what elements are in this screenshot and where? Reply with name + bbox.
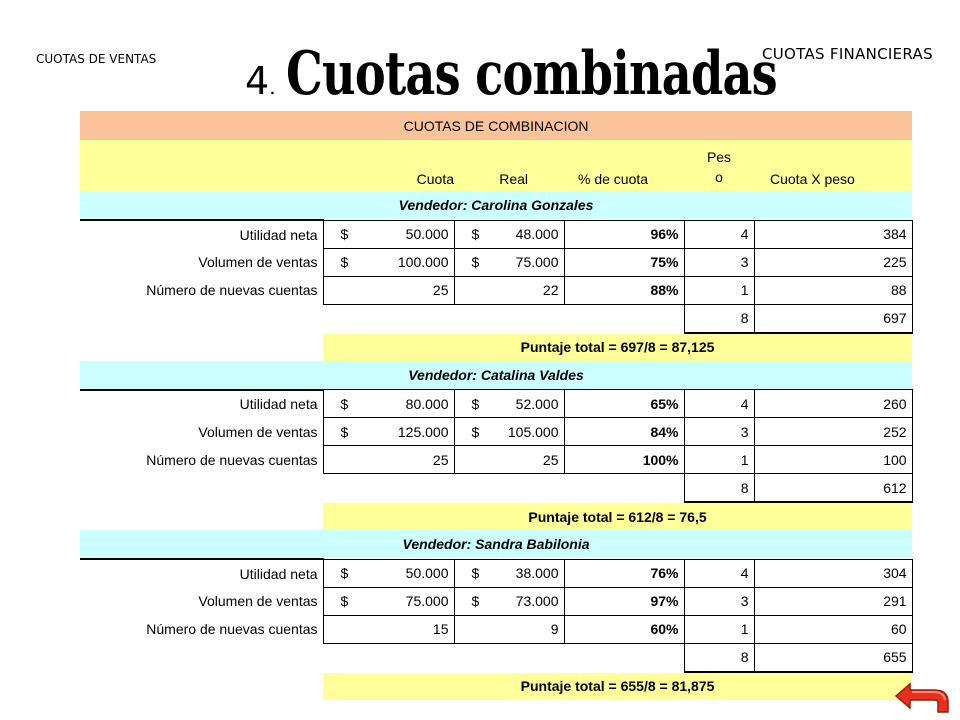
seller-row bbox=[80, 361, 912, 390]
metric-label: Número de nuevas cuentas bbox=[146, 621, 318, 637]
table-row bbox=[80, 587, 912, 615]
cuota-value bbox=[323, 418, 454, 446]
cuota-x-peso-value: 225 bbox=[754, 248, 912, 276]
table-row bbox=[80, 559, 912, 587]
cuota-amount: 80.000 bbox=[405, 395, 449, 412]
score-text: Puntaje total = 612/8 = 76,5 bbox=[323, 502, 912, 530]
cuota-value: 25 bbox=[323, 276, 454, 304]
pct-value: 100% bbox=[564, 446, 684, 474]
pct-value: 97% bbox=[564, 587, 684, 615]
score-row bbox=[80, 672, 912, 700]
currency-symbol: $ bbox=[340, 593, 349, 609]
real-value bbox=[454, 587, 564, 615]
score-spacer bbox=[80, 672, 323, 700]
header-peso bbox=[684, 140, 754, 191]
pct-value: 60% bbox=[564, 615, 684, 643]
cuota-value: 25 bbox=[323, 446, 454, 474]
peso-value: 3 bbox=[684, 248, 754, 276]
currency-symbol: $ bbox=[340, 254, 349, 270]
table-row bbox=[80, 220, 912, 248]
header-cuota-x-peso: Cuota X peso bbox=[754, 140, 912, 191]
totals-spacer bbox=[80, 643, 684, 672]
total-peso: 8 bbox=[684, 474, 754, 503]
cuota-value bbox=[323, 587, 454, 615]
currency-symbol: $ bbox=[340, 226, 349, 242]
metric-label: Número de nuevas cuentas bbox=[146, 282, 318, 298]
metric-label: Número de nuevas cuentas bbox=[146, 451, 318, 468]
return-arrow-icon[interactable] bbox=[888, 676, 954, 718]
real-amount: 38.000 bbox=[515, 565, 559, 581]
currency-symbol: $ bbox=[471, 226, 480, 242]
totals-spacer bbox=[80, 304, 684, 333]
currency-symbol: $ bbox=[340, 395, 349, 412]
currency-symbol: $ bbox=[340, 423, 349, 440]
header-pct: % de cuota bbox=[564, 140, 684, 191]
real-amount: 48.000 bbox=[515, 226, 559, 242]
metric-label: Volumen de ventas bbox=[198, 423, 318, 440]
cuota-x-peso-value: 88 bbox=[754, 276, 912, 304]
pct-value: 76% bbox=[564, 559, 684, 587]
real-value bbox=[454, 220, 564, 248]
metric-label: Utilidad neta bbox=[80, 220, 323, 248]
real-amount: 73.000 bbox=[515, 593, 559, 609]
real-value: 9 bbox=[454, 615, 564, 643]
metric-label: Volumen de ventas bbox=[198, 254, 318, 270]
cuota-amount: 50.000 bbox=[405, 565, 449, 581]
peso-value: 1 bbox=[684, 276, 754, 304]
real-value: 25 bbox=[454, 446, 564, 474]
currency-symbol: $ bbox=[471, 423, 480, 440]
currency-symbol: $ bbox=[471, 254, 480, 270]
page-title bbox=[245, 39, 923, 109]
cuota-x-peso-value: 260 bbox=[754, 390, 912, 418]
cuota-value: 15 bbox=[323, 615, 454, 643]
header-cuota: Cuota bbox=[323, 140, 454, 191]
real-amount: 52.000 bbox=[515, 395, 559, 412]
header-peso-line2: o bbox=[715, 169, 723, 185]
peso-value: 1 bbox=[684, 446, 754, 474]
cuota-x-peso-value: 60 bbox=[754, 615, 912, 643]
currency-symbol: $ bbox=[471, 395, 480, 412]
cuota-amount: 50.000 bbox=[405, 226, 449, 242]
cuota-amount: 100.000 bbox=[397, 254, 449, 270]
table-row bbox=[80, 418, 912, 446]
cuota-amount: 125.000 bbox=[397, 423, 449, 440]
real-value bbox=[454, 418, 564, 446]
seller-row bbox=[80, 191, 912, 220]
real-value bbox=[454, 248, 564, 276]
totals-row bbox=[80, 304, 912, 333]
real-amount: 75.000 bbox=[515, 254, 559, 270]
cuota-x-peso-value: 291 bbox=[754, 587, 912, 615]
cuota-x-peso-value: 252 bbox=[754, 418, 912, 446]
seller-row bbox=[80, 530, 912, 559]
real-value: 22 bbox=[454, 276, 564, 304]
peso-value: 4 bbox=[684, 559, 754, 587]
title-number: 4 bbox=[245, 59, 270, 103]
pct-value: 75% bbox=[564, 248, 684, 276]
cuota-value bbox=[323, 248, 454, 276]
score-text: Puntaje total = 697/8 = 87,125 bbox=[323, 333, 912, 361]
pct-value: 88% bbox=[564, 276, 684, 304]
seller-name: Vendedor: Catalina Valdes bbox=[80, 361, 912, 390]
score-row bbox=[80, 333, 912, 361]
table-band bbox=[80, 111, 912, 140]
peso-value: 1 bbox=[684, 615, 754, 643]
total-cuota-x-peso: 612 bbox=[754, 474, 912, 503]
seller-name: Vendedor: Sandra Babilonia bbox=[80, 530, 912, 559]
cuota-x-peso-value: 384 bbox=[754, 220, 912, 248]
totals-row bbox=[80, 474, 912, 503]
nav-link-cuotas-ventas[interactable]: CUOTAS DE VENTAS bbox=[36, 52, 157, 66]
cuota-x-peso-value: 304 bbox=[754, 559, 912, 587]
real-value bbox=[454, 559, 564, 587]
score-spacer bbox=[80, 502, 323, 530]
table-header-row bbox=[80, 140, 912, 191]
table-row bbox=[80, 390, 912, 418]
cuota-x-peso-value: 100 bbox=[754, 446, 912, 474]
peso-value: 4 bbox=[684, 390, 754, 418]
pct-value: 84% bbox=[564, 418, 684, 446]
header-real: Real bbox=[454, 140, 564, 191]
metric-label: Utilidad neta bbox=[80, 559, 323, 587]
pct-value: 65% bbox=[564, 390, 684, 418]
table-row bbox=[80, 248, 912, 276]
quota-table bbox=[80, 111, 913, 700]
total-cuota-x-peso: 697 bbox=[754, 304, 912, 333]
header-peso-line1: Pes bbox=[706, 149, 732, 165]
real-value bbox=[454, 390, 564, 418]
nav-link-cuotas-financieras[interactable]: CUOTAS FINANCIERAS bbox=[762, 45, 933, 63]
metric-label: Volumen de ventas bbox=[198, 593, 318, 609]
currency-symbol: $ bbox=[471, 565, 480, 581]
totals-spacer bbox=[80, 474, 684, 503]
score-text: Puntaje total = 655/8 = 81,875 bbox=[323, 672, 912, 700]
table-row bbox=[80, 615, 912, 643]
total-peso: 8 bbox=[684, 643, 754, 672]
cuota-amount: 75.000 bbox=[405, 593, 449, 609]
seller-name: Vendedor: Carolina Gonzales bbox=[80, 191, 912, 220]
table-row bbox=[80, 446, 912, 474]
peso-value: 4 bbox=[684, 220, 754, 248]
title-text: Cuotas combinadas bbox=[285, 39, 777, 109]
header-empty bbox=[80, 140, 323, 191]
score-spacer bbox=[80, 333, 323, 361]
table-row bbox=[80, 276, 912, 304]
total-cuota-x-peso: 655 bbox=[754, 643, 912, 672]
band-title: CUOTAS DE COMBINACION bbox=[80, 111, 912, 140]
metric-label: Utilidad neta bbox=[80, 390, 323, 418]
score-row bbox=[80, 502, 912, 530]
cuota-value bbox=[323, 390, 454, 418]
cuota-value bbox=[323, 559, 454, 587]
currency-symbol: $ bbox=[340, 565, 349, 581]
total-peso: 8 bbox=[684, 304, 754, 333]
peso-value: 3 bbox=[684, 587, 754, 615]
peso-value: 3 bbox=[684, 418, 754, 446]
title-dot: . bbox=[269, 75, 276, 99]
currency-symbol: $ bbox=[471, 593, 480, 609]
real-amount: 105.000 bbox=[507, 423, 559, 440]
pct-value: 96% bbox=[564, 220, 684, 248]
cuota-value bbox=[323, 220, 454, 248]
totals-row bbox=[80, 643, 912, 672]
